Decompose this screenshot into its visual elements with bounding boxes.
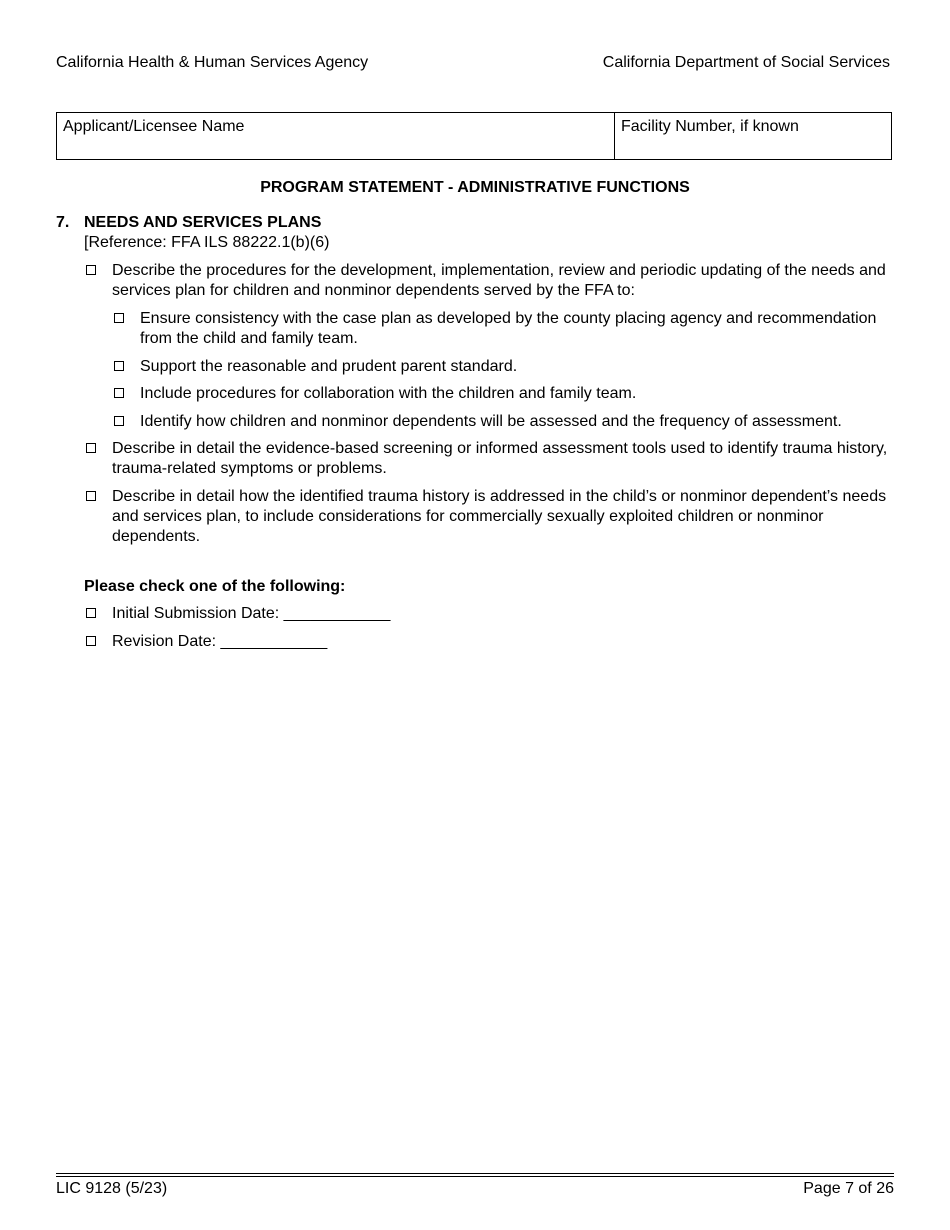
subitem-4-text: Identify how children and nonminor dependents will be assessed and the frequency of assessment. xyxy=(140,413,842,430)
revision-checkbox[interactable] xyxy=(86,636,96,646)
subitem-3-text: Include procedures for collaboration with the children and family team. xyxy=(140,385,637,402)
item-2-checkbox[interactable] xyxy=(86,443,96,453)
section-number: 7. xyxy=(56,214,70,231)
item-2-text: Describe in detail the evidence-based screening or informed assessment tools used to identify trauma history, trauma-related symptoms or problems. xyxy=(112,440,888,477)
check-one-heading: Please check one of the following: xyxy=(84,578,346,595)
applicant-name-label: Applicant/Licensee Name xyxy=(63,118,245,135)
facility-number-label: Facility Number, if known xyxy=(621,118,799,135)
section-heading: NEEDS AND SERVICES PLANS xyxy=(84,214,322,231)
subitem-2-text: Support the reasonable and prudent parent standard. xyxy=(140,358,518,375)
footer-rule-top xyxy=(56,1173,894,1174)
department-name: California Department of Social Services xyxy=(602,54,890,71)
footer-rule-bottom xyxy=(56,1176,894,1177)
applicant-name-field[interactable] xyxy=(57,113,615,159)
page-title: PROGRAM STATEMENT - ADMINISTRATIVE FUNCTIONS xyxy=(260,179,690,196)
subitem-3-checkbox[interactable] xyxy=(114,388,124,398)
agency-name: California Health & Human Services Agency xyxy=(56,54,369,71)
item-1-text: Describe the procedures for the development, implementation, review and periodic updating of the needs and services plan for children and nonminor dependents served by the FFA to: xyxy=(112,262,886,299)
initial-submission-checkbox[interactable] xyxy=(86,608,96,618)
item-3-text: Describe in detail how the identified trauma history is addressed in the child’s or nonminor dependent’s needs and services plan, to include considerations for commercially sexually exploited children or nonminor dependents. xyxy=(112,488,887,545)
subitem-1-checkbox[interactable] xyxy=(114,313,124,323)
subitem-1-text: Ensure consistency with the case plan as developed by the county placing agency and recommendation from the child and family team. xyxy=(140,310,877,347)
revision-date[interactable]: Revision Date: ____________ xyxy=(112,633,328,650)
form-id: LIC 9128 (5/23) xyxy=(56,1180,168,1197)
item-3-checkbox[interactable] xyxy=(86,491,96,501)
subitem-2-checkbox[interactable] xyxy=(114,361,124,371)
subitem-4-checkbox[interactable] xyxy=(114,416,124,426)
facility-number-field[interactable] xyxy=(615,113,891,159)
initial-submission-date[interactable]: Initial Submission Date: ____________ xyxy=(112,605,391,622)
item-1-checkbox[interactable] xyxy=(86,265,96,275)
applicant-info-box xyxy=(56,112,892,160)
page-number: Page 7 of 26 xyxy=(803,1180,894,1197)
section-reference: [Reference: FFA ILS 88222.1(b)(6) xyxy=(84,234,330,251)
